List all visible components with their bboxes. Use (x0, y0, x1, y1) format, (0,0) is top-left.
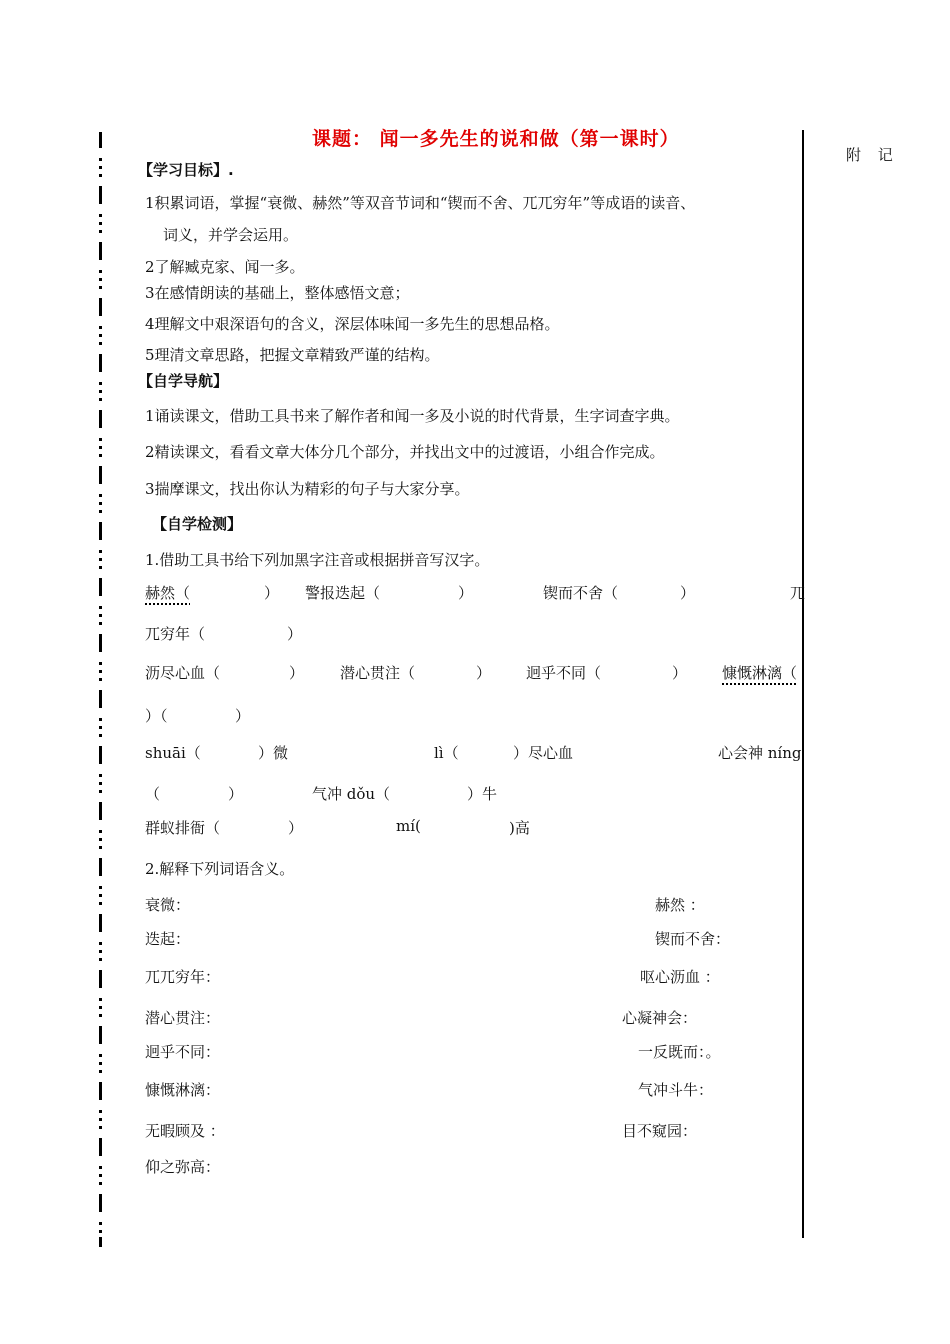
goal-item-1: 1积累词语，掌握“衰微、赫然”等双音节词和“锲而不舍、兀兀穷年”等成语的读音、 (145, 194, 696, 212)
pinyin-item-dieqi: 警报迭起（ (305, 584, 381, 602)
term-ouxinlixue: 呕心沥血 ： (640, 968, 720, 986)
check-heading: 【自学检测】 (152, 515, 243, 533)
bracket-close: ） (287, 625, 303, 643)
pinyin-item-wu: 兀 (790, 584, 806, 602)
term-qieerbushe: 锲而不舍： (655, 930, 731, 948)
guide-item-1: 1诵读课文，借助工具书来了解作者和闻一多及小说的时代背景，生字词查字典。 (145, 407, 680, 425)
guide-heading: 【自学导航】 (138, 372, 229, 390)
bracket-close: ） (680, 584, 696, 602)
write-item-li: lì（ (434, 744, 459, 762)
guide-item-2: 2精读课文，看看文章大体分几个部分，并找出文中的过渡语，小组合作完成。 (145, 443, 665, 461)
bracket-close: ） (235, 707, 251, 725)
write-item-jinxinxue: ）尽心血 (513, 744, 574, 762)
pinyin-item-kangkai: 慷慨淋漓（ (722, 664, 798, 682)
bracket-open: （ (145, 785, 161, 803)
guide-item-3: 3揣摩课文，找出你认为精彩的句子与大家分享。 (145, 480, 470, 498)
pinyin-item-qunyi: 群蚁排衙（ (145, 819, 221, 837)
term-kangkailinli: 慷慨淋漓： (145, 1081, 221, 1099)
question-2: 2.解释下列词语含义。 (145, 860, 295, 878)
term-jionghubutong: 迥乎不同： (145, 1043, 221, 1061)
goal-item-1-cont: 词义，并学会运用。 (163, 226, 299, 244)
term-dieqi: 迭起： (145, 930, 191, 948)
pinyin-item-wuwu: 兀穷年（ (145, 625, 206, 643)
side-note-label: 附 记 (846, 146, 899, 164)
question-1: 1.借助工具书给下列加黑字注音或根据拼音写汉字。 (145, 551, 490, 569)
goal-item-2: 2了解臧克家、闻一多。 (145, 258, 305, 276)
term-xinningshenhui: 心凝神会： (622, 1009, 698, 1027)
pinyin-item-qianxin: 潜心贯注（ (340, 664, 416, 682)
write-item-mi: mí( (396, 817, 421, 835)
bracket-close: ） (288, 819, 304, 837)
write-item-wei: ）微 (258, 744, 289, 762)
term-wuxiaguji: 无暇顾及 ： (145, 1122, 225, 1140)
write-item-ning: 心会神 níng (718, 744, 802, 762)
goal-item-5: 5理清文章思路，把握文章精致严谨的结构。 (145, 346, 440, 364)
pinyin-item-qie: 锲而不舍（ (543, 584, 619, 602)
page-title: 课题： 闻一多先生的说和做（第一课时） (312, 128, 680, 150)
bracket-close: ） (264, 584, 280, 602)
margin-rule (802, 130, 804, 1238)
pinyin-item-jionghu: 迥乎不同（ (526, 664, 602, 682)
term-wuwuqiongnian: 兀兀穷年： (145, 968, 221, 986)
term-mubukuiyuan: 目不窥园： (622, 1122, 698, 1140)
bracket-close: ） (458, 584, 474, 602)
term-heran: 赫然 ： (655, 896, 705, 914)
bracket-pair: ）（ (145, 707, 168, 725)
goal-item-3: 3在感情朗读的基础上，整体感悟文意； (145, 284, 410, 302)
term-shuaiwei: 衰微： (145, 896, 191, 914)
write-item-shuai: shuāi（ (145, 744, 201, 762)
write-item-niu: ）牛 (467, 785, 498, 803)
goals-heading: 【学习目标】. (138, 161, 234, 179)
bracket-close: ） (228, 785, 244, 803)
binding-margin (98, 132, 104, 1247)
term-yangzhimigao: 仰之弥高： (145, 1158, 221, 1176)
goal-item-4: 4理解文中艰深语句的含义，深层体味闻一多先生的思想品格。 (145, 315, 560, 333)
bracket-close: ） (672, 664, 688, 682)
term-qichongdouniu: 气冲斗牛： (638, 1081, 714, 1099)
bracket-close: ） (476, 664, 492, 682)
pinyin-item-heran: 赫然（ (145, 584, 191, 602)
term-qianxinguanzhu: 潜心贯注： (145, 1009, 221, 1027)
write-item-dou: 气冲 dǒu（ (312, 785, 391, 803)
term-yifanjier: 一反既而：。 (638, 1043, 721, 1061)
pinyin-item-lijin: 沥尽心血（ (145, 664, 221, 682)
write-item-gao: )高 (509, 819, 530, 837)
bracket-close: ） (289, 664, 305, 682)
